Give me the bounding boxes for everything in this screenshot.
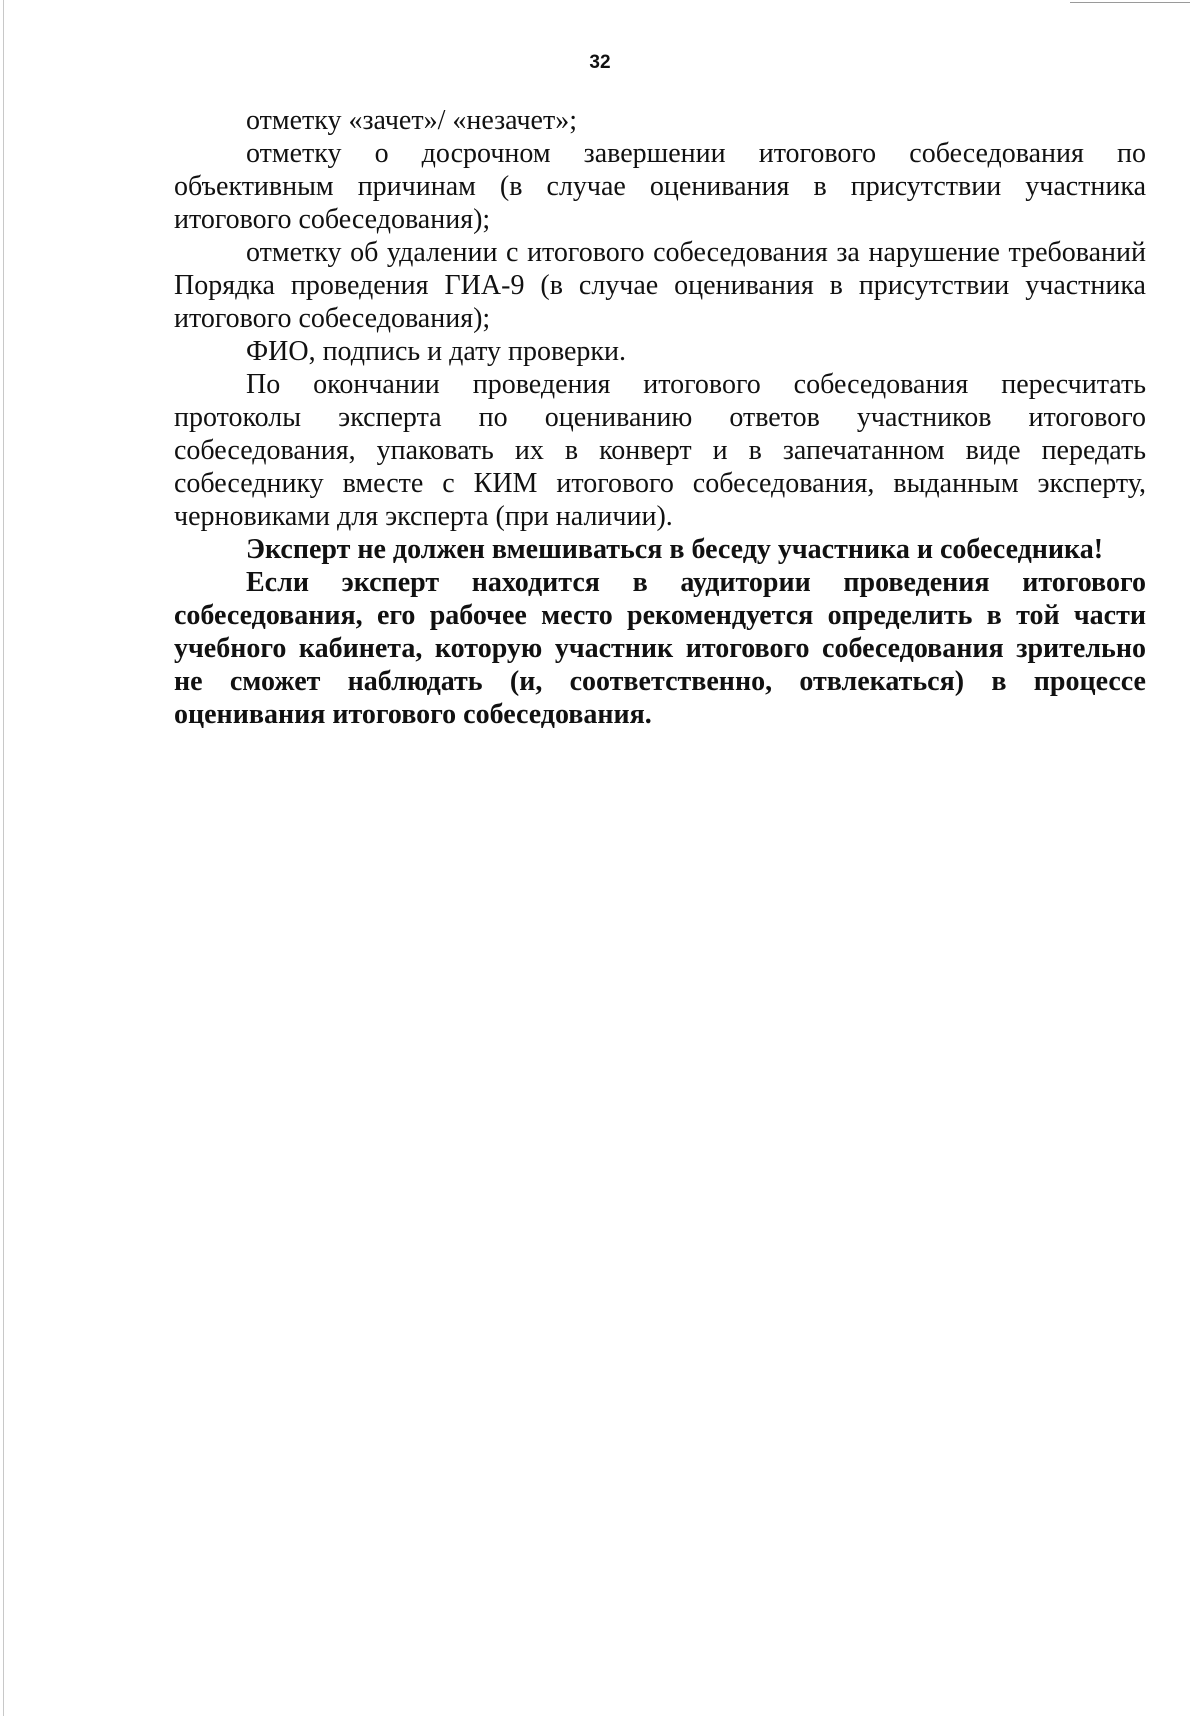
paragraph-pass-mark: отметку «зачет»/ «незачет»;: [246, 105, 577, 136]
paragraph-early-completion: отметку о досрочном завершении итогового собеседования по объективным причинам (в случае оценивания в присутствии участника итогового собеседования);: [174, 138, 1146, 235]
paragraph-after-interview: По окончании проведения итогового собеседования пересчитать протоколы эксперта по оцениванию ответов участников итогового собеседования, упаковать их в конверт и в запечатанном виде передать собеседнику вместе с КИМ итогового собеседования, выданным эксперту, черновиками для эксперта (при наличии).: [174, 369, 1146, 532]
scan-edge-top: [1070, 2, 1190, 3]
page-number: 32: [589, 52, 611, 73]
body-text: [174, 104, 1146, 731]
scan-edge-left: [3, 0, 4, 1716]
paragraph-signature: ФИО, подпись и дату проверки.: [246, 336, 627, 367]
paragraph-expert-placement: Если эксперт находится в аудитории проведения итогового собеседования, его рабочее место рекомендуется определить в той части учебного кабинета, которую участник итогового собеседования зрительно не сможет наблюдать (и, соответственно, отвлекаться) в процессе оценивания итогового собеседования.: [174, 567, 1146, 730]
paragraph-removal: отметку об удалении с итогового собеседования за нарушение требований Порядка проведения ГИА-9 (в случае оценивания в присутствии участника итогового собеседования);: [174, 237, 1146, 334]
paragraph-expert-warning: Эксперт не должен вмешиваться в беседу участника и собеседника!: [246, 534, 1104, 565]
